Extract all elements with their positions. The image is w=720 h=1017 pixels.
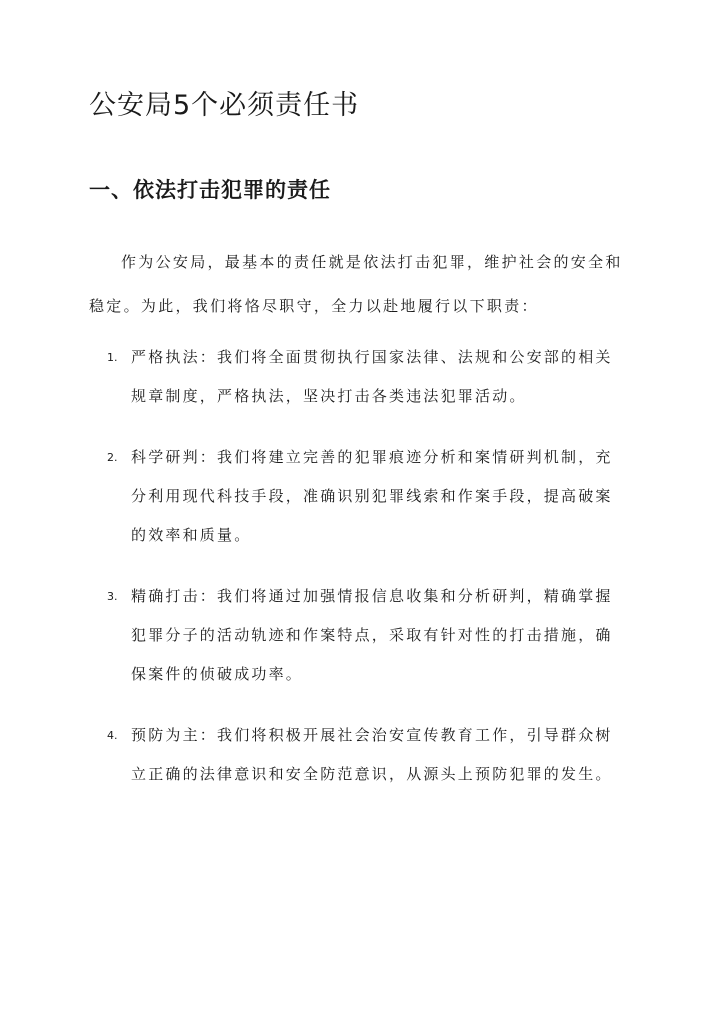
list-item xyxy=(107,338,627,416)
list-item-number: 4. xyxy=(107,729,118,742)
duty-list xyxy=(107,338,627,816)
section-intro-paragraph: 作为公安局，最基本的责任就是依法打击犯罪，维护社会的安全和稳定。为此，我们将恪尽职守，全力以赴地履行以下职责： xyxy=(89,253,623,315)
list-item-text: 科学研判：我们将建立完善的犯罪痕迹分析和案情研判机制，充分利用现代科技手段，准确识别犯罪线索和作案手段，提高破案的效率和质量。 xyxy=(131,448,613,544)
list-item-text: 预防为主：我们将积极开展社会治安宣传教育工作，引导群众树立正确的法律意识和安全防范意识，从源头上预防犯罪的发生。 xyxy=(131,726,613,783)
list-item-number: 3. xyxy=(107,590,118,603)
list-item xyxy=(107,577,627,694)
list-item-number: 2. xyxy=(107,451,118,464)
document-title: 公安局5个必须责任书 xyxy=(89,90,360,121)
list-item-text: 精确打击：我们将通过加强情报信息收集和分析研判，精确掌握犯罪分子的活动轨迹和作案特点，采取有针对性的打击措施，确保案件的侦破成功率。 xyxy=(131,587,613,683)
section-heading: 一、依法打击犯罪的责任 xyxy=(89,178,331,202)
list-item-text: 严格执法：我们将全面贯彻执行国家法律、法规和公安部的相关规章制度，严格执法，坚决打击各类违法犯罪活动。 xyxy=(131,348,613,405)
list-item-number: 1. xyxy=(107,351,118,364)
list-item xyxy=(107,716,627,794)
list-item xyxy=(107,438,627,555)
